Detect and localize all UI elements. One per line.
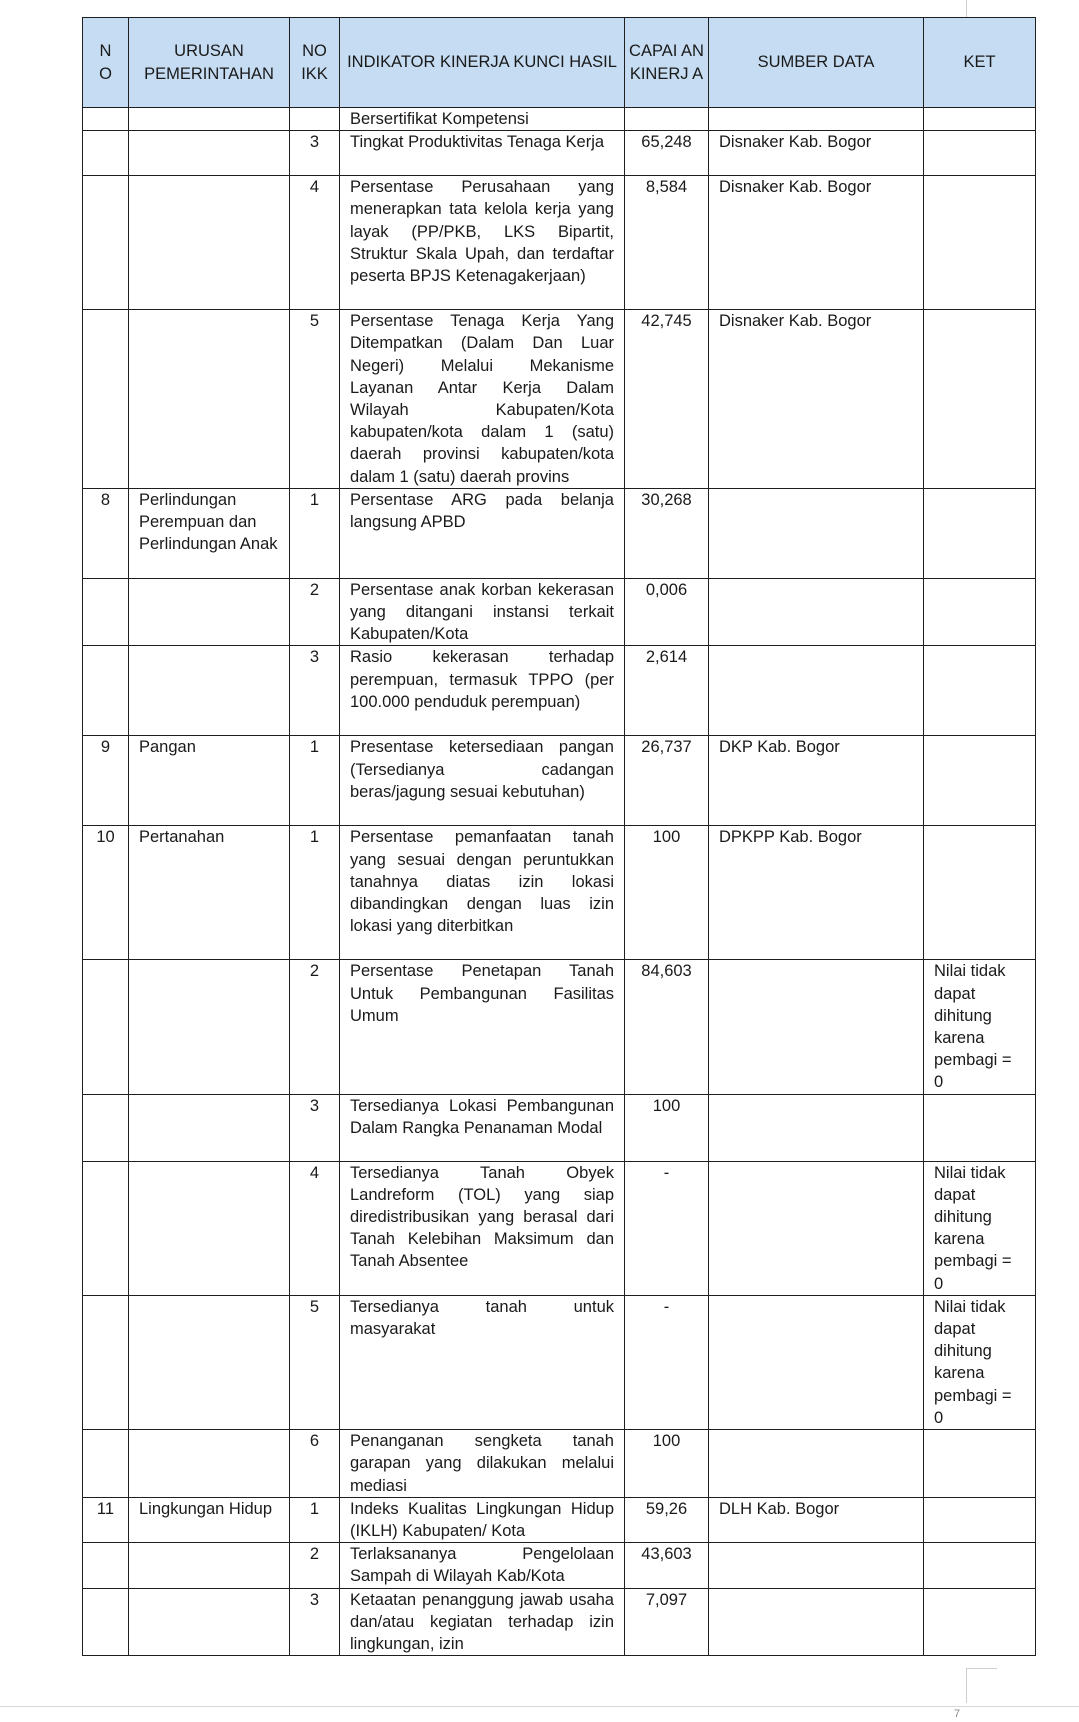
cell-indikator: Penanganan sengketa tanah garapan yang dilakukan melalui mediasi — [340, 1430, 625, 1498]
cell-ket — [924, 826, 1036, 960]
cell-sumber — [709, 1543, 924, 1588]
cell-sumber — [709, 1094, 924, 1161]
cell-indikator: Persentase Perusahaan yang menerapkan tata kelola kerja yang layak (PP/PKB, LKS Bipartit, Struktur Skala Upah, dan terdaftar peserta BPJS Ketenagakerjaan) — [340, 176, 625, 310]
cell-capaian — [625, 108, 709, 131]
cell-capaian: 0,006 — [625, 578, 709, 646]
cell-capaian: 65,248 — [625, 131, 709, 176]
table-row — [83, 1543, 1036, 1588]
table-row — [83, 646, 1036, 736]
cell-urusan — [129, 1430, 290, 1498]
cell-indikator: Persentase Tenaga Kerja Yang Ditempatkan (Dalam Dan Luar Negeri) Melalui Mekanisme Layanan Antar Kerja Dalam Wilayah Kabupaten/Kota kabupaten/kota dalam 1 (satu) daerah provinsi kabupaten/kota dalam 1 (satu) daerah provins — [340, 310, 625, 489]
cell-capaian: 100 — [625, 826, 709, 960]
cell-ket — [924, 131, 1036, 176]
cell-no — [83, 310, 129, 489]
cell-sumber — [709, 488, 924, 578]
header-capaian: CAPAI AN KINERJ A — [625, 18, 709, 108]
cell-ikk: 2 — [290, 960, 340, 1094]
cell-indikator: Persentase ARG pada belanja langsung APBD — [340, 488, 625, 578]
cell-ikk: 3 — [290, 646, 340, 736]
cell-urusan — [129, 1295, 290, 1429]
cell-indikator: Tersedianya tanah untuk masyarakat — [340, 1295, 625, 1429]
table-row — [83, 1497, 1036, 1542]
cell-ikk: 6 — [290, 1430, 340, 1498]
cell-indikator: Persentase pemanfaatan tanah yang sesuai dengan peruntukkan tanahnya diatas izin lokasi dibandingkan dengan luas izin lokasi yang diterbitkan — [340, 826, 625, 960]
cell-ket — [924, 310, 1036, 489]
page-corner-mark-bottom — [966, 1668, 997, 1703]
cell-indikator: Tersedianya Tanah Obyek Landreform (TOL) yang siap diredistribusikan yang berasal dari Tanah Kelebihan Maksimum dan Tanah Absentee — [340, 1161, 625, 1295]
table-row — [83, 1094, 1036, 1161]
cell-capaian: - — [625, 1295, 709, 1429]
cell-no: 9 — [83, 736, 129, 826]
table-row — [83, 826, 1036, 960]
cell-no — [83, 1161, 129, 1295]
cell-ikk: 5 — [290, 1295, 340, 1429]
cell-indikator: Bersertifikat Kompetensi — [340, 108, 625, 131]
cell-ket: Nilai tidak dapat dihitung karena pembagi = 0 — [924, 960, 1036, 1094]
table-row — [83, 176, 1036, 310]
table-row — [83, 736, 1036, 826]
cell-indikator: Rasio kekerasan terhadap perempuan, termasuk TPPO (per 100.000 penduduk perempuan) — [340, 646, 625, 736]
cell-sumber: DKP Kab. Bogor — [709, 736, 924, 826]
cell-no — [83, 108, 129, 131]
cell-ikk: 2 — [290, 578, 340, 646]
cell-capaian: 100 — [625, 1094, 709, 1161]
table-header-row — [83, 18, 1036, 108]
cell-sumber: Disnaker Kab. Bogor — [709, 131, 924, 176]
cell-sumber — [709, 1295, 924, 1429]
cell-sumber — [709, 108, 924, 131]
cell-ikk: 2 — [290, 1543, 340, 1588]
cell-capaian: 2,614 — [625, 646, 709, 736]
cell-urusan: Pangan — [129, 736, 290, 826]
cell-ket — [924, 1497, 1036, 1542]
cell-urusan — [129, 578, 290, 646]
cell-ket — [924, 646, 1036, 736]
cell-urusan: Lingkungan Hidup — [129, 1497, 290, 1542]
cell-ket — [924, 108, 1036, 131]
cell-ikk: 5 — [290, 310, 340, 489]
header-indikator: INDIKATOR KINERJA KUNCI HASIL — [340, 18, 625, 108]
cell-ket: Nilai tidak dapat dihitung karena pembagi = 0 — [924, 1295, 1036, 1429]
cell-no — [83, 646, 129, 736]
cell-no — [83, 960, 129, 1094]
table-row — [83, 578, 1036, 646]
cell-ket — [924, 176, 1036, 310]
cell-capaian: 84,603 — [625, 960, 709, 1094]
cell-capaian: 100 — [625, 1430, 709, 1498]
cell-indikator: Persentase Penetapan Tanah Untuk Pembangunan Fasilitas Umum — [340, 960, 625, 1094]
cell-indikator: Terlaksananya Pengelolaan Sampah di Wilayah Kab/Kota — [340, 1543, 625, 1588]
page-number: 7 — [954, 1708, 961, 1720]
cell-ket — [924, 1430, 1036, 1498]
cell-sumber — [709, 1161, 924, 1295]
header-no: N O — [83, 18, 129, 108]
table-row — [83, 131, 1036, 176]
cell-ket: Nilai tidak dapat dihitung karena pembagi = 0 — [924, 1161, 1036, 1295]
cell-ikk: 1 — [290, 736, 340, 826]
cell-urusan — [129, 646, 290, 736]
cell-capaian: 59,26 — [625, 1497, 709, 1542]
header-no-ikk: NO IKK — [290, 18, 340, 108]
cell-no: 11 — [83, 1497, 129, 1542]
cell-sumber: DPKPP Kab. Bogor — [709, 826, 924, 960]
cell-urusan — [129, 1543, 290, 1588]
cell-capaian: 7,097 — [625, 1588, 709, 1656]
table-row — [83, 1430, 1036, 1498]
cell-urusan — [129, 1588, 290, 1656]
cell-no: 10 — [83, 826, 129, 960]
cell-capaian: 43,603 — [625, 1543, 709, 1588]
cell-indikator: Tersedianya Lokasi Pembangunan Dalam Rangka Penanaman Modal — [340, 1094, 625, 1161]
cell-ket — [924, 1588, 1036, 1656]
cell-sumber — [709, 1588, 924, 1656]
table-row — [83, 1588, 1036, 1656]
cell-ikk: 1 — [290, 826, 340, 960]
cell-ikk: 3 — [290, 131, 340, 176]
header-ket: KET — [924, 18, 1036, 108]
cell-ikk: 1 — [290, 1497, 340, 1542]
cell-urusan — [129, 1161, 290, 1295]
cell-urusan — [129, 960, 290, 1094]
cell-indikator: Tingkat Produktivitas Tenaga Kerja — [340, 131, 625, 176]
cell-no — [83, 1430, 129, 1498]
cell-sumber: Disnaker Kab. Bogor — [709, 176, 924, 310]
kinerja-table — [82, 17, 1036, 1656]
table-row — [83, 1295, 1036, 1429]
cell-ket — [924, 578, 1036, 646]
cell-indikator: Persentase anak korban kekerasan yang ditangani instansi terkait Kabupaten/Kota — [340, 578, 625, 646]
cell-sumber: DLH Kab. Bogor — [709, 1497, 924, 1542]
cell-urusan — [129, 310, 290, 489]
table-row — [83, 960, 1036, 1094]
cell-capaian: - — [625, 1161, 709, 1295]
cell-sumber: Disnaker Kab. Bogor — [709, 310, 924, 489]
table-row — [83, 488, 1036, 578]
cell-capaian: 8,584 — [625, 176, 709, 310]
cell-urusan — [129, 108, 290, 131]
cell-urusan — [129, 1094, 290, 1161]
cell-no — [83, 176, 129, 310]
table-row — [83, 108, 1036, 131]
cell-no — [83, 131, 129, 176]
cell-ket — [924, 1094, 1036, 1161]
cell-ikk: 4 — [290, 1161, 340, 1295]
cell-ikk: 4 — [290, 176, 340, 310]
cell-sumber — [709, 1430, 924, 1498]
cell-no — [83, 1543, 129, 1588]
header-sumber-data: SUMBER DATA — [709, 18, 924, 108]
cell-ket — [924, 736, 1036, 826]
cell-indikator: Indeks Kualitas Lingkungan Hidup (IKLH) Kabupaten/ Kota — [340, 1497, 625, 1542]
cell-urusan: Perlindungan Perempuan dan Perlindungan Anak — [129, 488, 290, 578]
cell-urusan — [129, 131, 290, 176]
cell-indikator: Presentase ketersediaan pangan (Tersedianya cadangan beras/jagung sesuai kebutuhan) — [340, 736, 625, 826]
cell-no — [83, 1588, 129, 1656]
cell-no: 8 — [83, 488, 129, 578]
cell-ket — [924, 1543, 1036, 1588]
cell-no — [83, 1094, 129, 1161]
cell-ket — [924, 488, 1036, 578]
cell-sumber — [709, 646, 924, 736]
cell-ikk: 3 — [290, 1588, 340, 1656]
cell-sumber — [709, 960, 924, 1094]
page-corner-mark-top — [966, 0, 967, 18]
cell-sumber — [709, 578, 924, 646]
table-row — [83, 1161, 1036, 1295]
cell-ikk: 1 — [290, 488, 340, 578]
cell-capaian: 30,268 — [625, 488, 709, 578]
cell-no — [83, 578, 129, 646]
page-bottom-edge — [0, 1706, 1079, 1707]
cell-urusan — [129, 176, 290, 310]
cell-no — [83, 1295, 129, 1429]
cell-ikk — [290, 108, 340, 131]
cell-capaian: 26,737 — [625, 736, 709, 826]
cell-capaian: 42,745 — [625, 310, 709, 489]
table-row — [83, 310, 1036, 489]
cell-urusan: Pertanahan — [129, 826, 290, 960]
cell-indikator: Ketaatan penanggung jawab usaha dan/atau kegiatan terhadap izin lingkungan, izin — [340, 1588, 625, 1656]
cell-ikk: 3 — [290, 1094, 340, 1161]
header-urusan: URUSAN PEMERINTAHAN — [129, 18, 290, 108]
